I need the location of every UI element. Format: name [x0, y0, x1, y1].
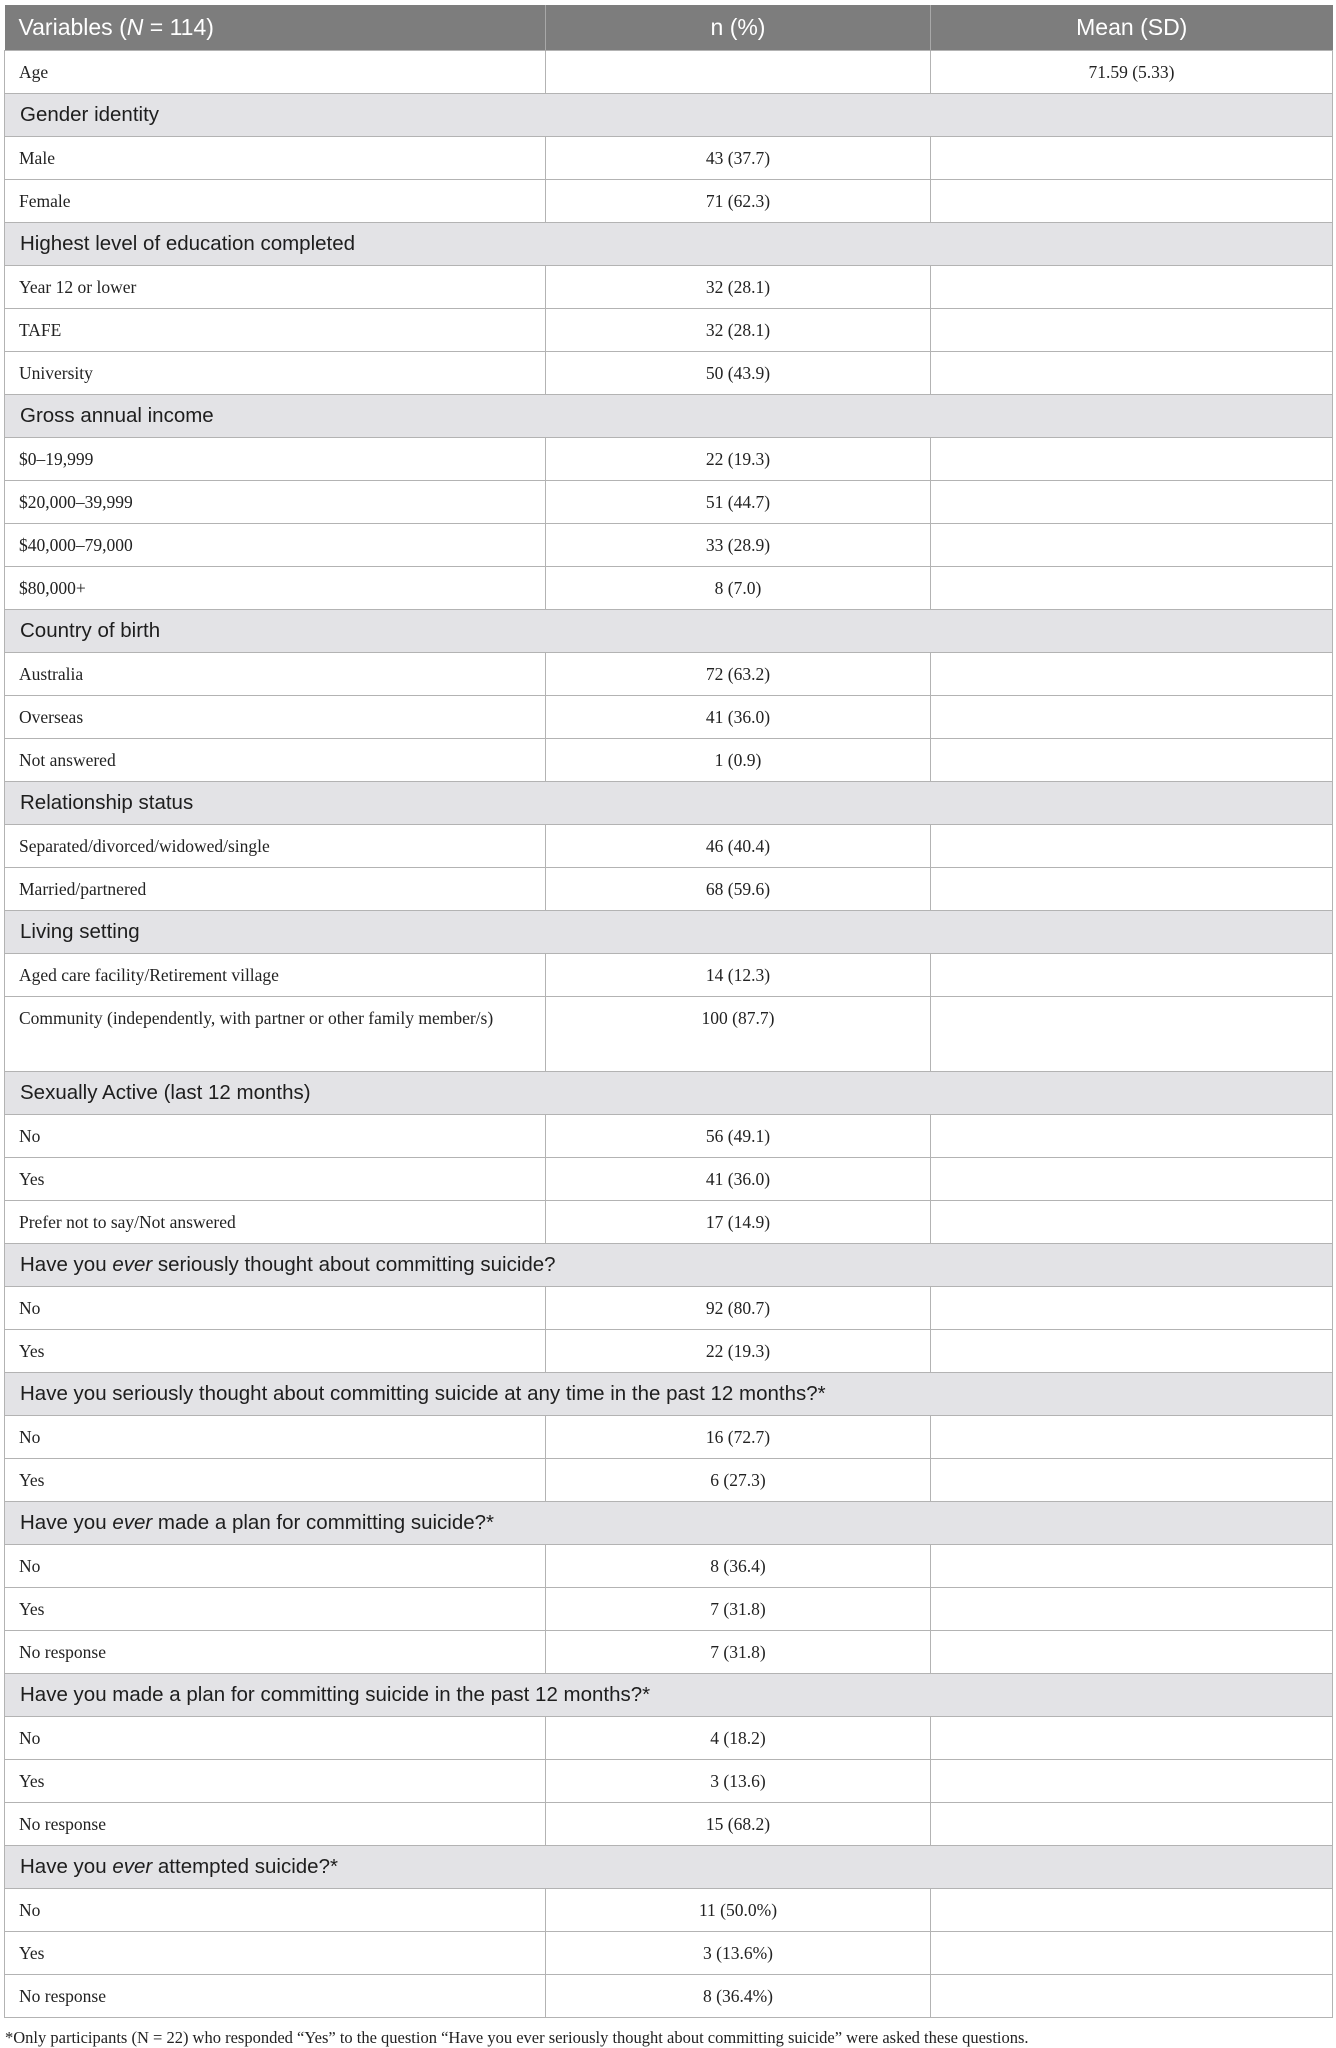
mean-sd-value	[931, 1115, 1333, 1158]
variable-label: Separated/divorced/widowed/single	[5, 825, 546, 868]
variable-label: Year 12 or lower	[5, 266, 546, 309]
table-row	[5, 137, 1333, 180]
variable-label: TAFE	[5, 309, 546, 352]
variable-label: Male	[5, 137, 546, 180]
n-percent-value: 8 (36.4)	[546, 1545, 931, 1588]
section-title-text: Have you made a plan for committing suicide in the past 12 months?*	[20, 1683, 651, 1706]
variable-label: Yes	[5, 1588, 546, 1631]
demographics-table-container	[4, 5, 1332, 2048]
n-percent-value: 3 (13.6%)	[546, 1932, 931, 1975]
n-percent-value: 33 (28.9)	[546, 524, 931, 567]
section-title	[5, 1373, 1333, 1416]
variable-label: No response	[5, 1975, 546, 2018]
variable-label: No	[5, 1287, 546, 1330]
variable-label: Not answered	[5, 739, 546, 782]
n-percent-value: 50 (43.9)	[546, 352, 931, 395]
section-title-text: Have you	[20, 1855, 113, 1878]
table-row	[5, 567, 1333, 610]
mean-sd-value	[931, 954, 1333, 997]
table-row	[5, 997, 1333, 1072]
header-mean-sd: Mean (SD)	[931, 5, 1333, 51]
variable-label: Married/partnered	[5, 868, 546, 911]
mean-sd-value	[931, 1760, 1333, 1803]
variable-label: Australia	[5, 653, 546, 696]
section-title-emphasis: ever	[112, 1855, 153, 1878]
table-row	[5, 739, 1333, 782]
mean-sd-value	[931, 1588, 1333, 1631]
table-row	[5, 1287, 1333, 1330]
mean-sd-value	[931, 739, 1333, 782]
table-row	[5, 352, 1333, 395]
n-percent-value: 15 (68.2)	[546, 1803, 931, 1846]
section-title-text: Have you seriously thought about committing suicide at any time in the past 12 months?*	[20, 1382, 826, 1405]
n-percent-value: 41 (36.0)	[546, 696, 931, 739]
section-title	[5, 1502, 1333, 1545]
mean-sd-value	[931, 868, 1333, 911]
variable-label: $80,000+	[5, 567, 546, 610]
table-body	[5, 51, 1333, 2018]
n-percent-value: 100 (87.7)	[546, 997, 931, 1072]
n-percent-value: 7 (31.8)	[546, 1588, 931, 1631]
section-title-text: attempted suicide?*	[152, 1855, 338, 1878]
variable-label: Female	[5, 180, 546, 223]
variable-label: $40,000–79,000	[5, 524, 546, 567]
variable-label: No	[5, 1717, 546, 1760]
variable-label: No response	[5, 1631, 546, 1674]
n-percent-value: 68 (59.6)	[546, 868, 931, 911]
n-percent-value: 1 (0.9)	[546, 739, 931, 782]
section-title	[5, 610, 1333, 653]
mean-sd-value	[931, 180, 1333, 223]
header-variables-prefix: Variables (	[18, 14, 127, 40]
table-row	[5, 1115, 1333, 1158]
table-row	[5, 1631, 1333, 1674]
variable-label: Prefer not to say/Not answered	[5, 1201, 546, 1244]
n-percent-value: 32 (28.1)	[546, 266, 931, 309]
variable-label: Yes	[5, 1330, 546, 1373]
section-title	[5, 1846, 1333, 1889]
section-title-text: Sexually Active (last 12 months)	[20, 1081, 311, 1104]
section-title-text: Highest level of education completed	[20, 232, 356, 255]
mean-sd-value	[931, 696, 1333, 739]
variable-label: Community (independently, with partner or other family member/s)	[5, 997, 546, 1072]
section-header-row	[5, 911, 1333, 954]
table-row	[5, 954, 1333, 997]
n-percent-value: 17 (14.9)	[546, 1201, 931, 1244]
table-row	[5, 1932, 1333, 1975]
n-percent-value: 22 (19.3)	[546, 438, 931, 481]
section-header-row	[5, 1072, 1333, 1115]
variable-label: Age	[5, 51, 546, 94]
section-title	[5, 1674, 1333, 1717]
mean-sd-value	[931, 1158, 1333, 1201]
section-title-text: Gross annual income	[20, 404, 214, 427]
variable-label: Overseas	[5, 696, 546, 739]
variable-label: No	[5, 1545, 546, 1588]
table-row	[5, 481, 1333, 524]
section-title-text: made a plan for committing suicide?*	[152, 1511, 495, 1534]
table-header-row	[5, 5, 1333, 51]
mean-sd-value	[931, 1717, 1333, 1760]
table-row	[5, 1330, 1333, 1373]
variable-label: Yes	[5, 1158, 546, 1201]
section-header-row	[5, 1244, 1333, 1287]
table-row	[5, 524, 1333, 567]
table-row	[5, 1803, 1333, 1846]
table-row	[5, 653, 1333, 696]
table-row	[5, 266, 1333, 309]
mean-sd-value	[931, 1416, 1333, 1459]
n-percent-value: 7 (31.8)	[546, 1631, 931, 1674]
n-percent-value: 6 (27.3)	[546, 1459, 931, 1502]
mean-sd-value	[931, 137, 1333, 180]
mean-sd-value	[931, 1932, 1333, 1975]
table-row	[5, 309, 1333, 352]
section-title	[5, 1072, 1333, 1115]
variable-label: University	[5, 352, 546, 395]
n-percent-value: 43 (37.7)	[546, 137, 931, 180]
mean-sd-value	[931, 1201, 1333, 1244]
section-title-text: seriously thought about committing suicide?	[152, 1253, 556, 1276]
mean-sd-value: 71.59 (5.33)	[931, 51, 1333, 94]
section-header-row	[5, 610, 1333, 653]
header-variables-n: N	[126, 14, 144, 40]
demographics-table	[4, 5, 1333, 2018]
variable-label: $0–19,999	[5, 438, 546, 481]
table-row	[5, 1545, 1333, 1588]
mean-sd-value	[931, 1459, 1333, 1502]
table-row	[5, 1717, 1333, 1760]
variable-label: $20,000–39,999	[5, 481, 546, 524]
section-title-text: Relationship status	[20, 791, 194, 814]
table-row	[5, 1416, 1333, 1459]
mean-sd-value	[931, 309, 1333, 352]
table-row	[5, 1158, 1333, 1201]
table-row	[5, 51, 1333, 94]
variable-label: No	[5, 1115, 546, 1158]
table-row	[5, 1588, 1333, 1631]
variable-label: Yes	[5, 1459, 546, 1502]
mean-sd-value	[931, 567, 1333, 610]
table-row	[5, 1201, 1333, 1244]
section-header-row	[5, 1502, 1333, 1545]
section-title-text: Have you	[20, 1253, 113, 1276]
n-percent-value: 16 (72.7)	[546, 1416, 931, 1459]
section-title	[5, 782, 1333, 825]
section-header-row	[5, 94, 1333, 137]
n-percent-value: 41 (36.0)	[546, 1158, 931, 1201]
n-percent-value	[546, 51, 931, 94]
variable-label: Yes	[5, 1932, 546, 1975]
section-title	[5, 911, 1333, 954]
mean-sd-value	[931, 1975, 1333, 2018]
mean-sd-value	[931, 1330, 1333, 1373]
table-row	[5, 1760, 1333, 1803]
n-percent-value: 72 (63.2)	[546, 653, 931, 696]
section-header-row	[5, 395, 1333, 438]
n-percent-value: 11 (50.0%)	[546, 1889, 931, 1932]
mean-sd-value	[931, 352, 1333, 395]
variable-label: Yes	[5, 1760, 546, 1803]
n-percent-value: 3 (13.6)	[546, 1760, 931, 1803]
n-percent-value: 32 (28.1)	[546, 309, 931, 352]
n-percent-value: 4 (18.2)	[546, 1717, 931, 1760]
n-percent-value: 14 (12.3)	[546, 954, 931, 997]
table-row	[5, 1889, 1333, 1932]
section-title	[5, 94, 1333, 137]
table-footnote: *Only participants (N = 22) who responded “Yes” to the question “Have you ever seriously thought about committing suicide” were asked these questions.	[5, 2028, 1029, 2047]
n-percent-value: 8 (36.4%)	[546, 1975, 931, 2018]
n-percent-value: 56 (49.1)	[546, 1115, 931, 1158]
variable-label: Aged care facility/Retirement village	[5, 954, 546, 997]
table-row	[5, 1975, 1333, 2018]
n-percent-value: 51 (44.7)	[546, 481, 931, 524]
section-title-emphasis: ever	[112, 1511, 153, 1534]
section-title-text: Have you	[20, 1511, 113, 1534]
mean-sd-value	[931, 653, 1333, 696]
section-header-row	[5, 1846, 1333, 1889]
table-row	[5, 868, 1333, 911]
section-header-row	[5, 782, 1333, 825]
variable-label: No	[5, 1416, 546, 1459]
table-row	[5, 825, 1333, 868]
header-variables	[5, 5, 546, 51]
mean-sd-value	[931, 1889, 1333, 1932]
table-row	[5, 696, 1333, 739]
table-row	[5, 438, 1333, 481]
variable-label: No	[5, 1889, 546, 1932]
n-percent-value: 92 (80.7)	[546, 1287, 931, 1330]
section-header-row	[5, 223, 1333, 266]
variable-label: No response	[5, 1803, 546, 1846]
section-title	[5, 395, 1333, 438]
mean-sd-value	[931, 524, 1333, 567]
section-title-text: Country of birth	[20, 619, 161, 642]
mean-sd-value	[931, 1803, 1333, 1846]
mean-sd-value	[931, 1545, 1333, 1588]
table-row	[5, 1459, 1333, 1502]
section-title-text: Gender identity	[20, 103, 160, 126]
mean-sd-value	[931, 266, 1333, 309]
section-header-row	[5, 1674, 1333, 1717]
n-percent-value: 8 (7.0)	[546, 567, 931, 610]
section-title-text: Living setting	[20, 920, 140, 943]
section-header-row	[5, 1373, 1333, 1416]
n-percent-value: 46 (40.4)	[546, 825, 931, 868]
mean-sd-value	[931, 481, 1333, 524]
n-percent-value: 22 (19.3)	[546, 1330, 931, 1373]
header-variables-suffix: = 114)	[143, 14, 214, 40]
table-row	[5, 180, 1333, 223]
mean-sd-value	[931, 438, 1333, 481]
section-title-emphasis: ever	[112, 1253, 153, 1276]
mean-sd-value	[931, 825, 1333, 868]
mean-sd-value	[931, 997, 1333, 1072]
section-title	[5, 223, 1333, 266]
section-title	[5, 1244, 1333, 1287]
mean-sd-value	[931, 1287, 1333, 1330]
header-n-percent: n (%)	[546, 5, 931, 51]
n-percent-value: 71 (62.3)	[546, 180, 931, 223]
mean-sd-value	[931, 1631, 1333, 1674]
